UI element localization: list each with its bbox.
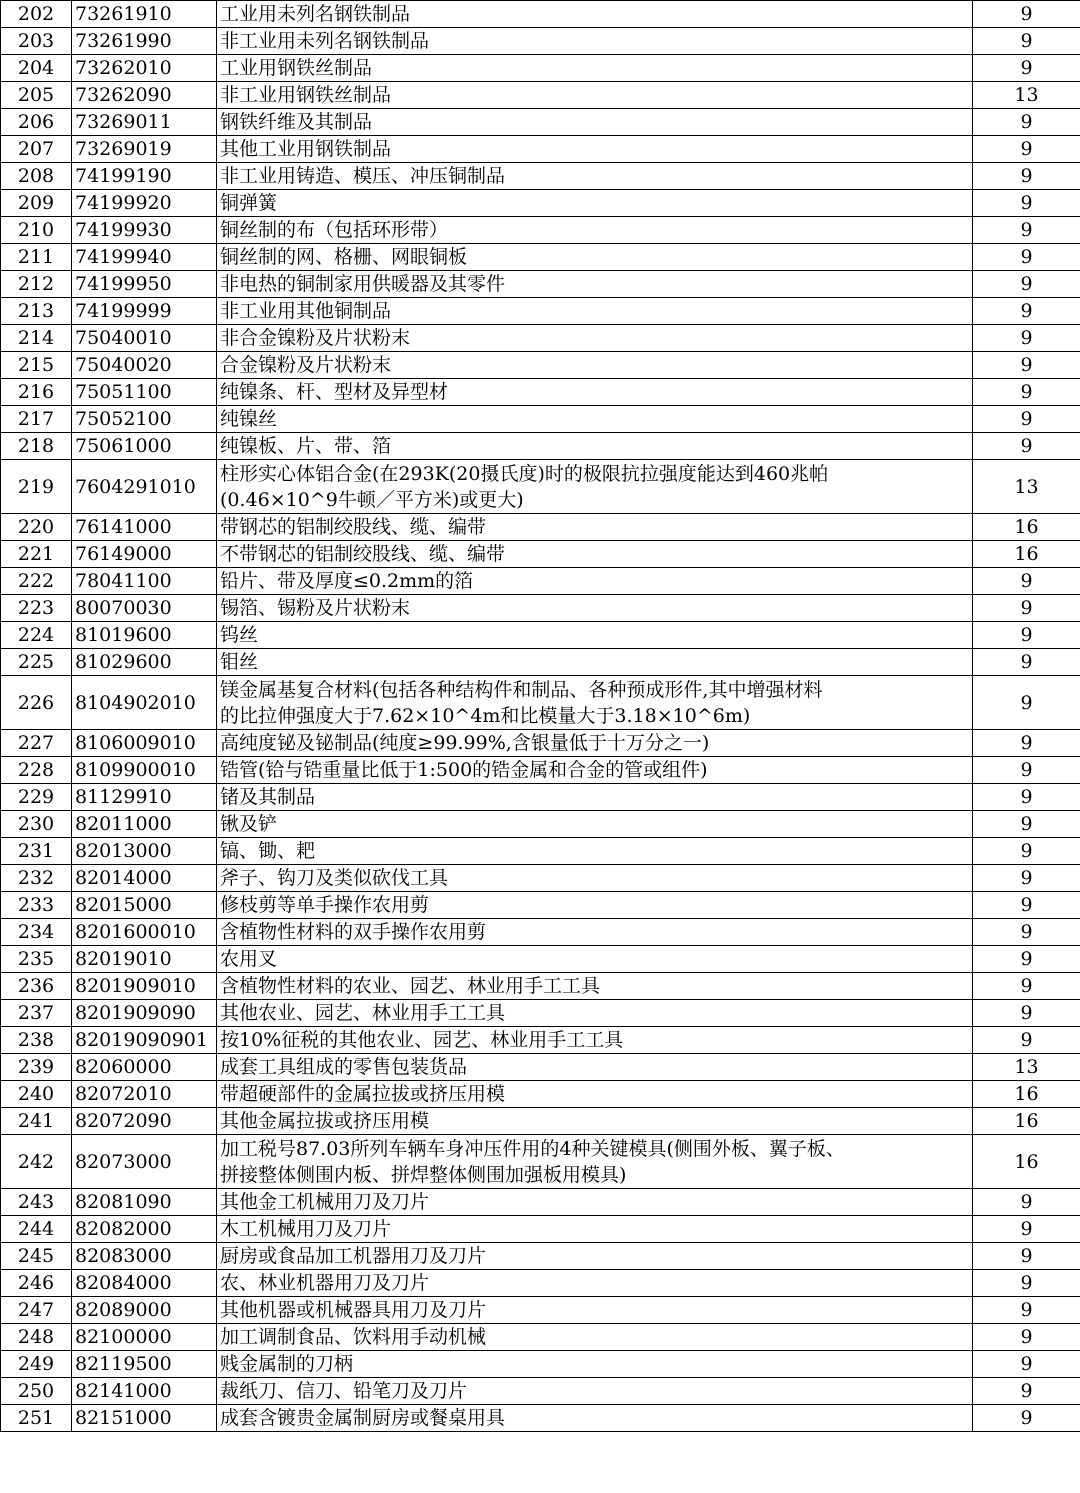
table-row: [1, 82, 1080, 109]
row-number-cell: 226: [1, 676, 72, 730]
commodity-name-cell: 其他工业用钢铁制品: [217, 136, 973, 163]
row-number-cell: 248: [1, 1324, 72, 1351]
row-number-cell: 244: [1, 1216, 72, 1243]
row-number-cell: 223: [1, 595, 72, 622]
row-number-cell: 204: [1, 55, 72, 82]
commodity-name-cell: 带钢芯的铝制绞股线、缆、编带: [217, 514, 973, 541]
tax-rate-cell: 9: [973, 1216, 1080, 1243]
commodity-code-cell: 8109900010: [72, 757, 217, 784]
commodity-code-cell: 76149000: [72, 541, 217, 568]
table-row: [1, 1297, 1080, 1324]
commodity-code-cell: 73269019: [72, 136, 217, 163]
commodity-code-cell: 81029600: [72, 649, 217, 676]
table-row: [1, 1324, 1080, 1351]
commodity-name-cell: 铜弹簧: [217, 190, 973, 217]
row-number-cell: 212: [1, 271, 72, 298]
commodity-name-cell: 纯镍丝: [217, 406, 973, 433]
commodity-code-cell: 82081090: [72, 1189, 217, 1216]
tax-rate-cell: 9: [973, 1027, 1080, 1054]
commodity-code-cell: 74199920: [72, 190, 217, 217]
commodity-name-cell: 锆管(铪与锆重量比低于1:500的锆金属和合金的管或组件): [217, 757, 973, 784]
table-row: [1, 676, 1080, 730]
commodity-name-cell: 加工税号87.03所列车辆车身冲压件用的4种关键模具(侧围外板、翼子板、 拼接整体侧围内板、拼焊整体侧围加强板用模具): [217, 1135, 973, 1189]
tax-rate-cell: 9: [973, 1351, 1080, 1378]
row-number-cell: 232: [1, 865, 72, 892]
commodity-code-cell: 82019090901: [72, 1027, 217, 1054]
tax-rate-cell: 13: [973, 82, 1080, 109]
table-row: [1, 1054, 1080, 1081]
tax-rate-cell: 9: [973, 730, 1080, 757]
tax-rate-cell: 9: [973, 1000, 1080, 1027]
commodity-name-cell: 合金镍粉及片状粉末: [217, 352, 973, 379]
tax-rate-cell: 9: [973, 433, 1080, 460]
commodity-name-cell: 成套含镀贵金属制厨房或餐桌用具: [217, 1405, 973, 1432]
table-body: [1, 1, 1080, 1432]
table-row: [1, 217, 1080, 244]
commodity-code-cell: 74199930: [72, 217, 217, 244]
commodity-name-cell: 钨丝: [217, 622, 973, 649]
commodity-code-cell: 75040010: [72, 325, 217, 352]
table-row: [1, 1270, 1080, 1297]
row-number-cell: 245: [1, 1243, 72, 1270]
commodity-code-cell: 75061000: [72, 433, 217, 460]
tax-rate-cell: 9: [973, 352, 1080, 379]
tax-rate-cell: 9: [973, 622, 1080, 649]
tax-rate-cell: 9: [973, 595, 1080, 622]
commodity-name-cell: 裁纸刀、信刀、铅笔刀及刀片: [217, 1378, 973, 1405]
row-number-cell: 202: [1, 1, 72, 28]
table-row: [1, 649, 1080, 676]
commodity-code-cell: 82015000: [72, 892, 217, 919]
table-row: [1, 1243, 1080, 1270]
table-row: [1, 541, 1080, 568]
commodity-name-cell: 非合金镍粉及片状粉末: [217, 325, 973, 352]
row-number-cell: 219: [1, 460, 72, 514]
tax-rate-cell: 9: [973, 379, 1080, 406]
row-number-cell: 233: [1, 892, 72, 919]
commodity-code-cell: 82089000: [72, 1297, 217, 1324]
commodity-name-cell: 镐、锄、耙: [217, 838, 973, 865]
tax-rate-cell: 9: [973, 649, 1080, 676]
table-row: [1, 595, 1080, 622]
tax-rate-cell: 9: [973, 298, 1080, 325]
commodity-code-cell: 74199940: [72, 244, 217, 271]
table-row: [1, 568, 1080, 595]
commodity-code-cell: 8104902010: [72, 676, 217, 730]
table-row: [1, 28, 1080, 55]
commodity-name-cell: 按10%征税的其他农业、园艺、林业用手工工具: [217, 1027, 973, 1054]
commodity-name-cell: 锗及其制品: [217, 784, 973, 811]
commodity-code-cell: 81129910: [72, 784, 217, 811]
commodity-name-cell: 钢铁纤维及其制品: [217, 109, 973, 136]
row-number-cell: 235: [1, 946, 72, 973]
row-number-cell: 229: [1, 784, 72, 811]
table-row: [1, 1000, 1080, 1027]
tax-rate-cell: 9: [973, 1270, 1080, 1297]
commodity-name-cell: 成套工具组成的零售包装货品: [217, 1054, 973, 1081]
commodity-code-cell: 82082000: [72, 1216, 217, 1243]
tax-rate-cell: 9: [973, 784, 1080, 811]
row-number-cell: 209: [1, 190, 72, 217]
commodity-code-cell: 81019600: [72, 622, 217, 649]
commodity-name-cell: 非电热的铜制家用供暖器及其零件: [217, 271, 973, 298]
table-row: [1, 865, 1080, 892]
commodity-name-cell: 农、林业机器用刀及刀片: [217, 1270, 973, 1297]
commodity-code-cell: 73262010: [72, 55, 217, 82]
tax-rate-cell: 9: [973, 1243, 1080, 1270]
commodity-code-cell: 82072010: [72, 1081, 217, 1108]
table-row: [1, 433, 1080, 460]
table-row: [1, 1135, 1080, 1189]
commodity-code-cell: 73261990: [72, 28, 217, 55]
table-row: [1, 244, 1080, 271]
table-row: [1, 1081, 1080, 1108]
row-number-cell: 216: [1, 379, 72, 406]
table-row: [1, 514, 1080, 541]
table-row: [1, 1189, 1080, 1216]
commodity-code-cell: 76141000: [72, 514, 217, 541]
tax-rate-cell: 9: [973, 1324, 1080, 1351]
row-number-cell: 228: [1, 757, 72, 784]
row-number-cell: 247: [1, 1297, 72, 1324]
commodity-name-cell: 贱金属制的刀柄: [217, 1351, 973, 1378]
commodity-name-cell: 锡箔、锡粉及片状粉末: [217, 595, 973, 622]
commodity-code-cell: 82072090: [72, 1108, 217, 1135]
tax-rate-cell: 9: [973, 325, 1080, 352]
commodity-name-cell: 含植物性材料的双手操作农用剪: [217, 919, 973, 946]
table-row: [1, 838, 1080, 865]
commodity-name-cell: 含植物性材料的农业、园艺、林业用手工工具: [217, 973, 973, 1000]
tax-rate-cell: 9: [973, 28, 1080, 55]
tax-rate-cell: 9: [973, 946, 1080, 973]
table-row: [1, 1108, 1080, 1135]
tax-rate-cell: 9: [973, 811, 1080, 838]
tax-rate-cell: 9: [973, 892, 1080, 919]
commodity-code-cell: 80070030: [72, 595, 217, 622]
table-row: [1, 973, 1080, 1000]
row-number-cell: 214: [1, 325, 72, 352]
commodity-name-cell: 其他金工机械用刀及刀片: [217, 1189, 973, 1216]
commodity-name-cell: 其他机器或机械器具用刀及刀片: [217, 1297, 973, 1324]
commodity-code-cell: 82014000: [72, 865, 217, 892]
tax-rate-cell: 16: [973, 541, 1080, 568]
tax-rate-cell: 13: [973, 460, 1080, 514]
table-row: [1, 1216, 1080, 1243]
row-number-cell: 238: [1, 1027, 72, 1054]
tax-rate-cell: 16: [973, 1108, 1080, 1135]
tax-rate-cell: 9: [973, 1378, 1080, 1405]
tax-rate-cell: 16: [973, 1081, 1080, 1108]
commodity-code-cell: 78041100: [72, 568, 217, 595]
row-number-cell: 237: [1, 1000, 72, 1027]
commodity-name-cell: 非工业用钢铁丝制品: [217, 82, 973, 109]
row-number-cell: 207: [1, 136, 72, 163]
commodity-code-cell: 8201909090: [72, 1000, 217, 1027]
row-number-cell: 208: [1, 163, 72, 190]
commodity-code-cell: 8106009010: [72, 730, 217, 757]
row-number-cell: 222: [1, 568, 72, 595]
commodity-code-cell: 82011000: [72, 811, 217, 838]
table-row: [1, 1027, 1080, 1054]
commodity-name-cell: 非工业用其他铜制品: [217, 298, 973, 325]
commodity-code-cell: 82084000: [72, 1270, 217, 1297]
table-row: [1, 352, 1080, 379]
commodity-name-cell: 镁金属基复合材料(包括各种结构件和制品、各种预成形件,其中增强材料 的比拉伸强度大于7.62×10^4m和比模量大于3.18×10^6m): [217, 676, 973, 730]
table-row: [1, 946, 1080, 973]
row-number-cell: 221: [1, 541, 72, 568]
tax-rate-cell: 9: [973, 1189, 1080, 1216]
table-row: [1, 1405, 1080, 1432]
table-row: [1, 109, 1080, 136]
table-row: [1, 460, 1080, 514]
row-number-cell: 240: [1, 1081, 72, 1108]
table-row: [1, 325, 1080, 352]
commodity-name-cell: 木工机械用刀及刀片: [217, 1216, 973, 1243]
row-number-cell: 215: [1, 352, 72, 379]
commodity-name-cell: 农用叉: [217, 946, 973, 973]
table-row: [1, 622, 1080, 649]
commodity-code-cell: 82141000: [72, 1378, 217, 1405]
commodity-code-cell: 82151000: [72, 1405, 217, 1432]
commodity-name-cell: 带超硬部件的金属拉拔或挤压用模: [217, 1081, 973, 1108]
tax-rate-cell: 9: [973, 973, 1080, 1000]
commodity-name-cell: 纯镍条、杆、型材及异型材: [217, 379, 973, 406]
commodity-name-cell: 斧子、钩刀及类似砍伐工具: [217, 865, 973, 892]
table-row: [1, 892, 1080, 919]
row-number-cell: 205: [1, 82, 72, 109]
commodity-code-cell: 74199999: [72, 298, 217, 325]
commodity-code-cell: 73262090: [72, 82, 217, 109]
tax-rate-cell: 9: [973, 1297, 1080, 1324]
commodity-code-cell: 82083000: [72, 1243, 217, 1270]
commodity-code-cell: 82100000: [72, 1324, 217, 1351]
row-number-cell: 203: [1, 28, 72, 55]
table-row: [1, 379, 1080, 406]
commodity-code-cell: 82019010: [72, 946, 217, 973]
row-number-cell: 236: [1, 973, 72, 1000]
commodity-code-cell: 74199190: [72, 163, 217, 190]
tax-rate-cell: 9: [973, 190, 1080, 217]
row-number-cell: 250: [1, 1378, 72, 1405]
commodity-name-cell: 修枝剪等单手操作农用剪: [217, 892, 973, 919]
tax-rate-cell: 16: [973, 514, 1080, 541]
row-number-cell: 206: [1, 109, 72, 136]
row-number-cell: 220: [1, 514, 72, 541]
commodity-code-cell: 7604291010: [72, 460, 217, 514]
tax-rate-cell: 9: [973, 1, 1080, 28]
commodity-name-cell: 不带钢芯的铝制绞股线、缆、编带: [217, 541, 973, 568]
commodity-code-cell: 82119500: [72, 1351, 217, 1378]
tax-rate-cell: 9: [973, 676, 1080, 730]
tax-rate-cell: 9: [973, 109, 1080, 136]
commodity-name-cell: 其他金属拉拔或挤压用模: [217, 1108, 973, 1135]
commodity-code-cell: 8201600010: [72, 919, 217, 946]
commodity-name-cell: 其他农业、园艺、林业用手工工具: [217, 1000, 973, 1027]
tax-rate-cell: 9: [973, 1405, 1080, 1432]
tax-rate-cell: 9: [973, 838, 1080, 865]
tax-rate-cell: 9: [973, 865, 1080, 892]
tax-rate-cell: 9: [973, 163, 1080, 190]
row-number-cell: 231: [1, 838, 72, 865]
table-row: [1, 298, 1080, 325]
tax-rate-cell: 9: [973, 919, 1080, 946]
tax-rate-cell: 9: [973, 136, 1080, 163]
commodity-name-cell: 工业用未列名钢铁制品: [217, 1, 973, 28]
commodity-code-cell: 82073000: [72, 1135, 217, 1189]
tax-rate-cell: 9: [973, 217, 1080, 244]
table-row: [1, 163, 1080, 190]
row-number-cell: 224: [1, 622, 72, 649]
commodity-name-cell: 柱形实心体铝合金(在293K(20摄氏度)时的极限抗拉强度能达到460兆帕 (0.46×10^9牛顿／平方米)或更大): [217, 460, 973, 514]
commodity-code-cell: 75051100: [72, 379, 217, 406]
table-row: [1, 55, 1080, 82]
commodity-name-cell: 纯镍板、片、带、箔: [217, 433, 973, 460]
row-number-cell: 225: [1, 649, 72, 676]
commodity-name-cell: 锹及铲: [217, 811, 973, 838]
row-number-cell: 241: [1, 1108, 72, 1135]
commodity-name-cell: 非工业用未列名钢铁制品: [217, 28, 973, 55]
row-number-cell: 234: [1, 919, 72, 946]
row-number-cell: 249: [1, 1351, 72, 1378]
row-number-cell: 218: [1, 433, 72, 460]
tax-rate-cell: 9: [973, 568, 1080, 595]
commodity-code-cell: 8201909010: [72, 973, 217, 1000]
row-number-cell: 246: [1, 1270, 72, 1297]
row-number-cell: 239: [1, 1054, 72, 1081]
tax-rate-cell: 9: [973, 757, 1080, 784]
tax-rate-cell: 9: [973, 406, 1080, 433]
commodity-code-cell: 75040020: [72, 352, 217, 379]
commodity-name-cell: 高纯度铋及铋制品(纯度≥99.99%,含银量低于十万分之一): [217, 730, 973, 757]
commodity-name-cell: 铅片、带及厚度≤0.2mm的箔: [217, 568, 973, 595]
commodity-code-cell: 73269011: [72, 109, 217, 136]
commodity-code-cell: 82013000: [72, 838, 217, 865]
commodity-name-cell: 铜丝制的布（包括环形带）: [217, 217, 973, 244]
commodity-name-cell: 铜丝制的网、格栅、网眼铜板: [217, 244, 973, 271]
tax-rate-cell: 9: [973, 55, 1080, 82]
commodity-name-cell: 钼丝: [217, 649, 973, 676]
row-number-cell: 210: [1, 217, 72, 244]
table-row: [1, 406, 1080, 433]
row-number-cell: 217: [1, 406, 72, 433]
row-number-cell: 227: [1, 730, 72, 757]
table-row: [1, 730, 1080, 757]
table-row: [1, 190, 1080, 217]
tax-rate-cell: 9: [973, 244, 1080, 271]
table-row: [1, 271, 1080, 298]
row-number-cell: 242: [1, 1135, 72, 1189]
table-row: [1, 1, 1080, 28]
tax-rate-cell: 9: [973, 271, 1080, 298]
table-row: [1, 919, 1080, 946]
commodity-code-cell: 75052100: [72, 406, 217, 433]
table-row: [1, 811, 1080, 838]
tax-rate-cell: 13: [973, 1054, 1080, 1081]
table-row: [1, 757, 1080, 784]
table-row: [1, 1378, 1080, 1405]
commodity-name-cell: 加工调制食品、饮料用手动机械: [217, 1324, 973, 1351]
row-number-cell: 230: [1, 811, 72, 838]
tax-rate-cell: 16: [973, 1135, 1080, 1189]
commodity-name-cell: 非工业用铸造、模压、冲压铜制品: [217, 163, 973, 190]
row-number-cell: 243: [1, 1189, 72, 1216]
commodity-code-cell: 82060000: [72, 1054, 217, 1081]
commodity-code-cell: 74199950: [72, 271, 217, 298]
row-number-cell: 213: [1, 298, 72, 325]
table-row: [1, 1351, 1080, 1378]
commodity-name-cell: 厨房或食品加工机器用刀及刀片: [217, 1243, 973, 1270]
row-number-cell: 251: [1, 1405, 72, 1432]
row-number-cell: 211: [1, 244, 72, 271]
table-row: [1, 136, 1080, 163]
commodity-name-cell: 工业用钢铁丝制品: [217, 55, 973, 82]
commodity-code-cell: 73261910: [72, 1, 217, 28]
table-row: [1, 784, 1080, 811]
